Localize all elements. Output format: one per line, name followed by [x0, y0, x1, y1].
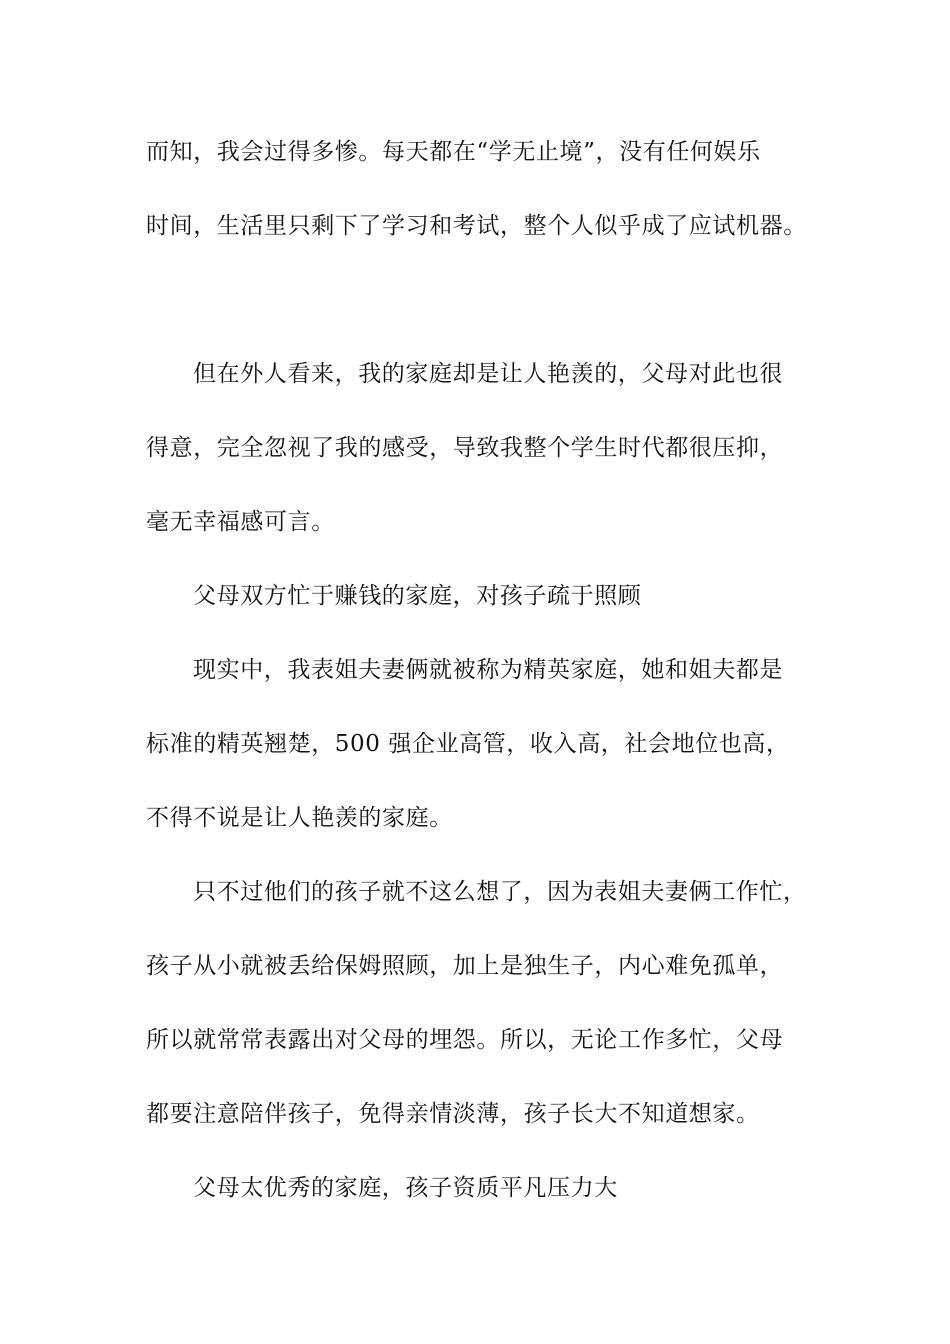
paragraph-line: 得意，完全忽视了我的感受，导致我整个学生时代都很压抑， [146, 435, 784, 461]
paragraph-line: 时间，生活里只剩下了学习和考试，整个人似乎成了应试机器。 [146, 213, 807, 239]
paragraph-line: 毫无幸福感可言。 [146, 509, 335, 535]
paragraph-line: 都要注意陪伴孩子，免得亲情淡薄，孩子长大不知道想家。 [146, 1101, 760, 1127]
section-heading: 父母双方忙于赚钱的家庭，对孩子疏于照顾 [193, 583, 642, 609]
paragraph-line: 而知，我会过得多惨。每天都在“学无止境”，没有任何娱乐 [146, 139, 761, 165]
paragraph-line: 标准的精英翘楚，500 强企业高管，收入高，社会地位也高， [146, 731, 790, 757]
paragraph-line: 只不过他们的孩子就不这么想了，因为表姐夫妻俩工作忙， [193, 879, 807, 905]
paragraph-line: 但在外人看来，我的家庭却是让人艳羡的，父母对此也很 [193, 361, 783, 387]
paragraph-line: 不得不说是让人艳羡的家庭。 [146, 805, 453, 831]
paragraph-line: 孩子从小就被丢给保姆照顾，加上是独生子，内心难免孤单， [146, 953, 784, 979]
section-heading: 父母太优秀的家庭，孩子资质平凡压力大 [193, 1175, 618, 1201]
paragraph-line: 所以就常常表露出对父母的埋怨。所以，无论工作多忙，父母 [146, 1027, 784, 1053]
paragraph-line: 现实中，我表姐夫妻俩就被称为精英家庭，她和姐夫都是 [193, 657, 783, 683]
